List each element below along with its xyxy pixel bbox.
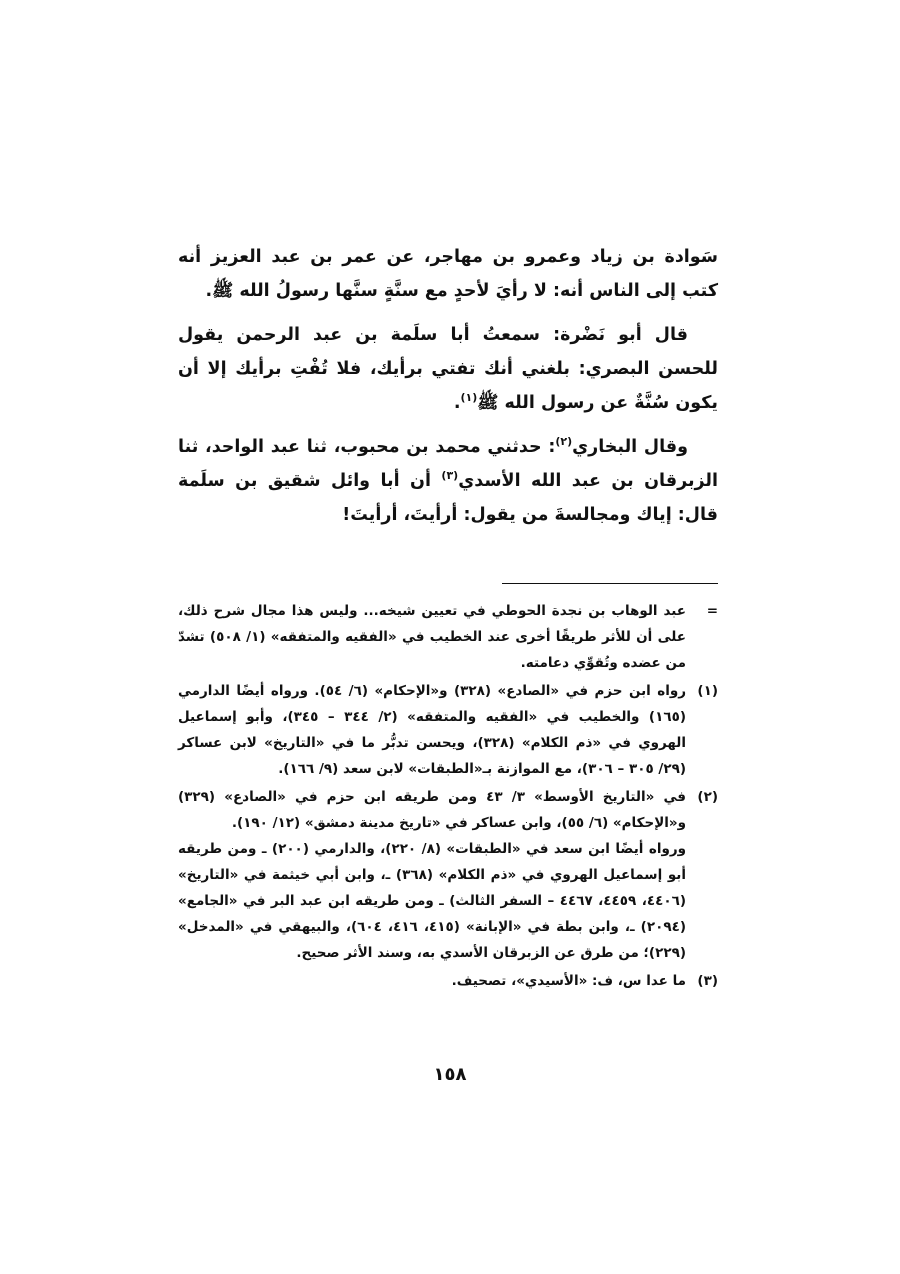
footnote-ref-3[interactable]: (٣) <box>441 469 459 483</box>
footnote-3 <box>178 968 718 994</box>
footnote-1-mark: (١) <box>697 683 718 699</box>
paragraph-3 <box>178 430 718 532</box>
footnote-continuation <box>178 598 718 676</box>
footnote-3-mark: (٣) <box>697 973 718 989</box>
paragraph-3-part1: وقال البخاري <box>572 437 688 457</box>
footnote-3-text: ما عدا س، ف: «الأسيدي»، تصحيف. <box>451 973 686 989</box>
paragraph-2-end: . <box>453 393 461 413</box>
main-text <box>178 240 718 542</box>
footnote-2-mark: (٢) <box>697 789 718 805</box>
footnote-1-text: رواه ابن حزم في «الصادع» (٣٢٨) و«الإحكام» (٦/ ٥٤). ورواه أيضًا الدارمي (١٦٥) والخطيب في «الفقيه والمتفقه» (٢/ ٣٤٤ – ٣٤٥)، وأبو إسماعيل الهروي في «ذم الكلام» (٣٢٨)، ويحسن تدبُّر ما في «التاريخ» لابن عساكر (٢٩/ ٣٠٥ – ٣٠٦)، مع الموازنة بـ«الطبقات» لابن سعد (٩/ ١٦٦). <box>178 683 687 777</box>
footnote-ref-1[interactable]: (١) <box>460 391 478 405</box>
footnote-2-text-b: ورواه أيضًا ابن سعد في «الطبقات» (٨/ ٢٢٠)، والدارمي (٢٠٠) ـ ومن طريقه أبو إسماعيل الهروي في «ذم الكلام» (٣٦٨) ـ، وابن أبي خيثمة في «التاريخ» (٤٤٠٦، ٤٤٥٩، ٤٤٦٧ – السفر الثالث) ـ ومن طريقه ابن عبد البر في «الجامع» (٢٠٩٤) ـ، وابن بطة في «الإبانة» (٤١٥، ٤١٦، ٦٠٤)، والبيهقي في «المدخل» (٢٢٩)؛ من طرق عن الزبرقان الأسدي به، وسند الأثر صحيح. <box>178 841 686 961</box>
paragraph-2-text: قال أبو نَضْرة: سمعتُ أبا سلَمة بن عبد الرحمن يقول للحسن البصري: بلغني أنك تفتي برأيك، فلا تُفْتِ برأيك إلا أن يكون سُنَّةٌ عن رسول الله ﷺ <box>178 325 718 413</box>
paragraph-1: سَوادة بن زياد وعمرو بن مهاجر، عن عمر بن عبد العزيز أنه كتب إلى الناس أنه: لا رأيَ لأحدٍ مع سنَّةٍ سنَّها رسولُ الله ﷺ. <box>178 247 718 301</box>
footnotes <box>178 598 718 996</box>
footnote-2-text-a: في «التاريخ الأوسط» ٣/ ٤٣ ومن طريقه ابن حزم في «الصادع» (٣٢٩) و«الإحكام» (٦/ ٥٥)، وابن عساكر في «تاريخ مدينة دمشق» (١٢/ ١٩٠). <box>178 789 686 831</box>
footnote-continuation-mark: = <box>706 603 718 619</box>
paragraph-3-part2: : حدثني محمد بن محبوب، ثنا عبد الواحد، ثنا الزبرقان بن عبد الله الأسدي <box>178 437 718 491</box>
paragraph-2 <box>178 318 718 420</box>
footnote-ref-2[interactable]: (٢) <box>555 435 573 449</box>
page-number: ١٥٨ <box>433 1064 467 1085</box>
paragraph-3-part3: أن أبا وائل شقيق بن سلَمة قال: إياك ومجالسةَ من يقول: أرأيتَ، أرأيتَ! <box>178 471 718 525</box>
footnote-continuation-text: عبد الوهاب بن نجدة الحوطي في تعيين شيخه... وليس هذا مجال شرح ذلك، على أن للأثر طريقًا أخرى عند الخطيب في «الفقيه والمتفقه» (١/ ٥٠٨) تشدّ من عضده وتُقوِّي دعامته. <box>178 603 686 671</box>
footnote-1 <box>178 678 718 782</box>
footnote-separator <box>502 583 718 584</box>
footnote-2 <box>178 784 718 966</box>
